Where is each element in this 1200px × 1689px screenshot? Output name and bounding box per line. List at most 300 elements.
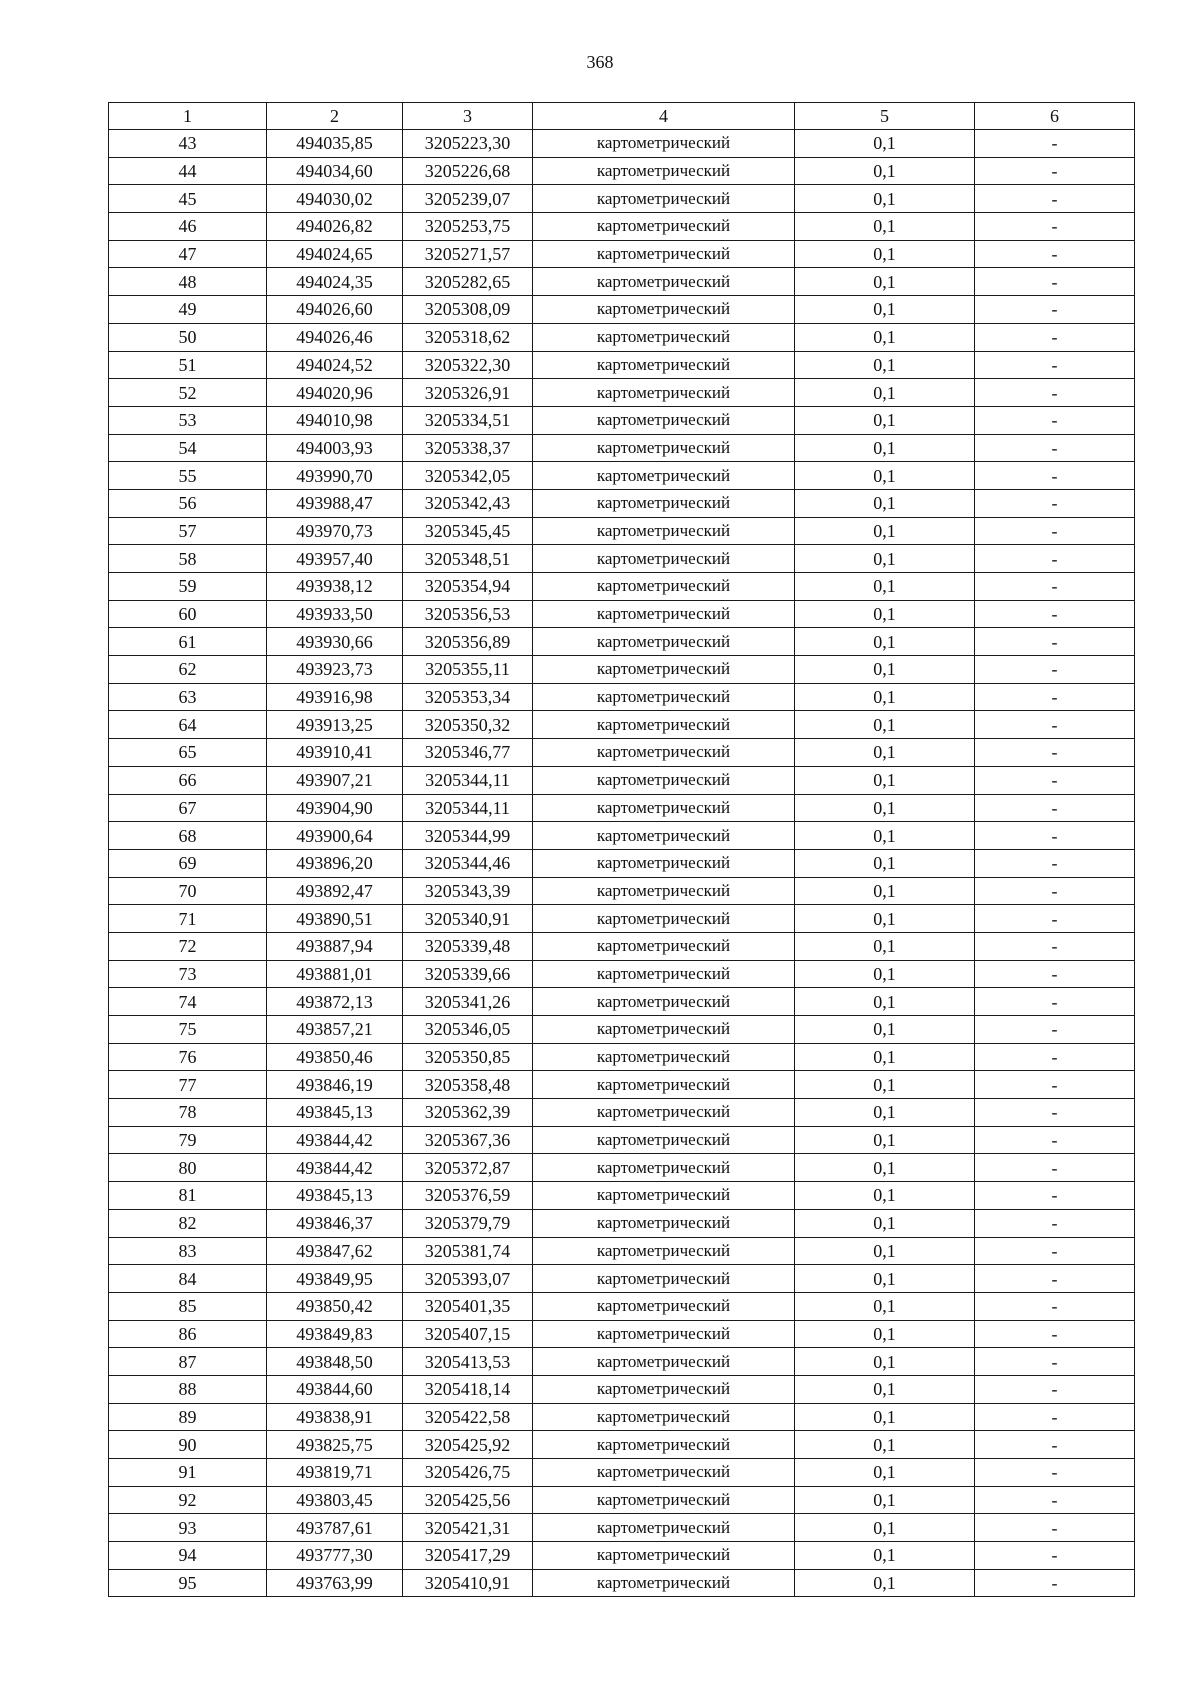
y-coordinate-cell: 3205401,35	[403, 1292, 533, 1320]
table-row	[109, 849, 1135, 877]
description-cell: -	[975, 1182, 1135, 1210]
accuracy-cell: 0,1	[795, 240, 975, 268]
header-cell-4: 4	[533, 103, 795, 130]
accuracy-cell: 0,1	[795, 434, 975, 462]
table-row	[109, 1043, 1135, 1071]
description-cell: -	[975, 1292, 1135, 1320]
accuracy-cell: 0,1	[795, 296, 975, 324]
description-cell: -	[975, 988, 1135, 1016]
y-coordinate-cell: 3205334,51	[403, 406, 533, 434]
point-number-cell: 47	[109, 240, 267, 268]
method-cell: картометрический	[533, 1237, 795, 1265]
point-number-cell: 89	[109, 1403, 267, 1431]
method-cell: картометрический	[533, 157, 795, 185]
table-row	[109, 988, 1135, 1016]
y-coordinate-cell: 3205344,99	[403, 822, 533, 850]
accuracy-cell: 0,1	[795, 1459, 975, 1487]
point-number-cell: 66	[109, 766, 267, 794]
point-number-cell: 82	[109, 1209, 267, 1237]
point-number-cell: 54	[109, 434, 267, 462]
x-coordinate-cell: 493857,21	[267, 1016, 403, 1044]
x-coordinate-cell: 494026,60	[267, 296, 403, 324]
accuracy-cell: 0,1	[795, 877, 975, 905]
description-cell: -	[975, 1569, 1135, 1597]
point-number-cell: 78	[109, 1099, 267, 1127]
table-row	[109, 1542, 1135, 1570]
method-cell: картометрический	[533, 1154, 795, 1182]
table-row	[109, 1209, 1135, 1237]
y-coordinate-cell: 3205376,59	[403, 1182, 533, 1210]
y-coordinate-cell: 3205342,05	[403, 462, 533, 490]
description-cell: -	[975, 877, 1135, 905]
method-cell: картометрический	[533, 379, 795, 407]
accuracy-cell: 0,1	[795, 323, 975, 351]
table-body	[109, 130, 1135, 1597]
y-coordinate-cell: 3205339,48	[403, 932, 533, 960]
y-coordinate-cell: 3205381,74	[403, 1237, 533, 1265]
method-cell: картометрический	[533, 268, 795, 296]
y-coordinate-cell: 3205326,91	[403, 379, 533, 407]
coordinates-table	[108, 102, 1135, 1597]
table-row	[109, 1126, 1135, 1154]
description-cell: -	[975, 1542, 1135, 1570]
description-cell: -	[975, 711, 1135, 739]
table-row	[109, 905, 1135, 933]
description-cell: -	[975, 932, 1135, 960]
accuracy-cell: 0,1	[795, 1016, 975, 1044]
x-coordinate-cell: 493933,50	[267, 600, 403, 628]
accuracy-cell: 0,1	[795, 1486, 975, 1514]
method-cell: картометрический	[533, 1043, 795, 1071]
table-row	[109, 1099, 1135, 1127]
table-row	[109, 656, 1135, 684]
x-coordinate-cell: 494026,46	[267, 323, 403, 351]
method-cell: картометрический	[533, 960, 795, 988]
header-cell-3: 3	[403, 103, 533, 130]
description-cell: -	[975, 794, 1135, 822]
method-cell: картометрический	[533, 545, 795, 573]
y-coordinate-cell: 3205226,68	[403, 157, 533, 185]
table-row	[109, 296, 1135, 324]
method-cell: картометрический	[533, 988, 795, 1016]
table-row	[109, 739, 1135, 767]
point-number-cell: 48	[109, 268, 267, 296]
y-coordinate-cell: 3205358,48	[403, 1071, 533, 1099]
method-cell: картометрический	[533, 711, 795, 739]
table-row	[109, 1403, 1135, 1431]
table-row	[109, 268, 1135, 296]
description-cell: -	[975, 296, 1135, 324]
y-coordinate-cell: 3205338,37	[403, 434, 533, 462]
y-coordinate-cell: 3205350,32	[403, 711, 533, 739]
point-number-cell: 83	[109, 1237, 267, 1265]
method-cell: картометрический	[533, 1265, 795, 1293]
method-cell: картометрический	[533, 1542, 795, 1570]
point-number-cell: 65	[109, 739, 267, 767]
y-coordinate-cell: 3205223,30	[403, 130, 533, 158]
x-coordinate-cell: 494024,35	[267, 268, 403, 296]
point-number-cell: 58	[109, 545, 267, 573]
accuracy-cell: 0,1	[795, 1265, 975, 1293]
y-coordinate-cell: 3205346,05	[403, 1016, 533, 1044]
accuracy-cell: 0,1	[795, 683, 975, 711]
y-coordinate-cell: 3205239,07	[403, 185, 533, 213]
y-coordinate-cell: 3205340,91	[403, 905, 533, 933]
description-cell: -	[975, 1514, 1135, 1542]
x-coordinate-cell: 493844,42	[267, 1126, 403, 1154]
x-coordinate-cell: 493930,66	[267, 628, 403, 656]
table-row	[109, 379, 1135, 407]
table-row	[109, 406, 1135, 434]
y-coordinate-cell: 3205417,29	[403, 1542, 533, 1570]
y-coordinate-cell: 3205407,15	[403, 1320, 533, 1348]
description-cell: -	[975, 1348, 1135, 1376]
method-cell: картометрический	[533, 905, 795, 933]
point-number-cell: 73	[109, 960, 267, 988]
x-coordinate-cell: 493887,94	[267, 932, 403, 960]
method-cell: картометрический	[533, 240, 795, 268]
accuracy-cell: 0,1	[795, 517, 975, 545]
point-number-cell: 53	[109, 406, 267, 434]
accuracy-cell: 0,1	[795, 1514, 975, 1542]
point-number-cell: 90	[109, 1431, 267, 1459]
method-cell: картометрический	[533, 1403, 795, 1431]
y-coordinate-cell: 3205271,57	[403, 240, 533, 268]
description-cell: -	[975, 600, 1135, 628]
method-cell: картометрический	[533, 1514, 795, 1542]
description-cell: -	[975, 822, 1135, 850]
description-cell: -	[975, 517, 1135, 545]
x-coordinate-cell: 493803,45	[267, 1486, 403, 1514]
point-number-cell: 94	[109, 1542, 267, 1570]
x-coordinate-cell: 493777,30	[267, 1542, 403, 1570]
table-row	[109, 1182, 1135, 1210]
table-row	[109, 517, 1135, 545]
x-coordinate-cell: 493763,99	[267, 1569, 403, 1597]
point-number-cell: 88	[109, 1375, 267, 1403]
y-coordinate-cell: 3205348,51	[403, 545, 533, 573]
y-coordinate-cell: 3205282,65	[403, 268, 533, 296]
accuracy-cell: 0,1	[795, 185, 975, 213]
point-number-cell: 72	[109, 932, 267, 960]
method-cell: картометрический	[533, 932, 795, 960]
y-coordinate-cell: 3205322,30	[403, 351, 533, 379]
accuracy-cell: 0,1	[795, 960, 975, 988]
x-coordinate-cell: 493845,13	[267, 1099, 403, 1127]
accuracy-cell: 0,1	[795, 545, 975, 573]
y-coordinate-cell: 3205422,58	[403, 1403, 533, 1431]
accuracy-cell: 0,1	[795, 1182, 975, 1210]
accuracy-cell: 0,1	[795, 656, 975, 684]
x-coordinate-cell: 493970,73	[267, 517, 403, 545]
table-row	[109, 213, 1135, 241]
table-row	[109, 822, 1135, 850]
description-cell: -	[975, 1016, 1135, 1044]
point-number-cell: 79	[109, 1126, 267, 1154]
method-cell: картометрический	[533, 351, 795, 379]
point-number-cell: 74	[109, 988, 267, 1016]
description-cell: -	[975, 683, 1135, 711]
x-coordinate-cell: 494026,82	[267, 213, 403, 241]
method-cell: картометрический	[533, 1375, 795, 1403]
description-cell: -	[975, 379, 1135, 407]
point-number-cell: 91	[109, 1459, 267, 1487]
accuracy-cell: 0,1	[795, 268, 975, 296]
description-cell: -	[975, 739, 1135, 767]
description-cell: -	[975, 960, 1135, 988]
description-cell: -	[975, 1071, 1135, 1099]
table-row	[109, 960, 1135, 988]
description-cell: -	[975, 213, 1135, 241]
description-cell: -	[975, 656, 1135, 684]
y-coordinate-cell: 3205367,36	[403, 1126, 533, 1154]
point-number-cell: 63	[109, 683, 267, 711]
accuracy-cell: 0,1	[795, 1542, 975, 1570]
table-row	[109, 434, 1135, 462]
point-number-cell: 87	[109, 1348, 267, 1376]
x-coordinate-cell: 494020,96	[267, 379, 403, 407]
x-coordinate-cell: 493872,13	[267, 988, 403, 1016]
accuracy-cell: 0,1	[795, 1043, 975, 1071]
accuracy-cell: 0,1	[795, 1126, 975, 1154]
x-coordinate-cell: 493890,51	[267, 905, 403, 933]
accuracy-cell: 0,1	[795, 573, 975, 601]
table-row	[109, 351, 1135, 379]
description-cell: -	[975, 489, 1135, 517]
y-coordinate-cell: 3205342,43	[403, 489, 533, 517]
x-coordinate-cell: 493957,40	[267, 545, 403, 573]
point-number-cell: 71	[109, 905, 267, 933]
x-coordinate-cell: 494035,85	[267, 130, 403, 158]
table-row	[109, 1071, 1135, 1099]
accuracy-cell: 0,1	[795, 406, 975, 434]
y-coordinate-cell: 3205362,39	[403, 1099, 533, 1127]
point-number-cell: 46	[109, 213, 267, 241]
table-row	[109, 1569, 1135, 1597]
method-cell: картометрический	[533, 185, 795, 213]
description-cell: -	[975, 1459, 1135, 1487]
header-cell-1: 1	[109, 103, 267, 130]
table-row	[109, 1154, 1135, 1182]
point-number-cell: 85	[109, 1292, 267, 1320]
description-cell: -	[975, 766, 1135, 794]
accuracy-cell: 0,1	[795, 822, 975, 850]
point-number-cell: 57	[109, 517, 267, 545]
y-coordinate-cell: 3205413,53	[403, 1348, 533, 1376]
y-coordinate-cell: 3205343,39	[403, 877, 533, 905]
description-cell: -	[975, 905, 1135, 933]
table-row	[109, 489, 1135, 517]
x-coordinate-cell: 493825,75	[267, 1431, 403, 1459]
method-cell: картометрический	[533, 1071, 795, 1099]
description-cell: -	[975, 849, 1135, 877]
y-coordinate-cell: 3205426,75	[403, 1459, 533, 1487]
point-number-cell: 95	[109, 1569, 267, 1597]
y-coordinate-cell: 3205253,75	[403, 213, 533, 241]
point-number-cell: 64	[109, 711, 267, 739]
accuracy-cell: 0,1	[795, 628, 975, 656]
x-coordinate-cell: 493849,95	[267, 1265, 403, 1293]
point-number-cell: 52	[109, 379, 267, 407]
x-coordinate-cell: 493896,20	[267, 849, 403, 877]
accuracy-cell: 0,1	[795, 1237, 975, 1265]
point-number-cell: 76	[109, 1043, 267, 1071]
table-row	[109, 1016, 1135, 1044]
method-cell: картометрический	[533, 794, 795, 822]
x-coordinate-cell: 493913,25	[267, 711, 403, 739]
x-coordinate-cell: 493910,41	[267, 739, 403, 767]
accuracy-cell: 0,1	[795, 849, 975, 877]
description-cell: -	[975, 1403, 1135, 1431]
method-cell: картометрический	[533, 600, 795, 628]
table-row	[109, 1486, 1135, 1514]
table-row	[109, 130, 1135, 158]
method-cell: картометрический	[533, 489, 795, 517]
point-number-cell: 50	[109, 323, 267, 351]
y-coordinate-cell: 3205425,92	[403, 1431, 533, 1459]
point-number-cell: 68	[109, 822, 267, 850]
table-row	[109, 462, 1135, 490]
accuracy-cell: 0,1	[795, 157, 975, 185]
y-coordinate-cell: 3205393,07	[403, 1265, 533, 1293]
accuracy-cell: 0,1	[795, 1348, 975, 1376]
method-cell: картометрический	[533, 130, 795, 158]
method-cell: картометрический	[533, 462, 795, 490]
method-cell: картометрический	[533, 1099, 795, 1127]
x-coordinate-cell: 493938,12	[267, 573, 403, 601]
method-cell: картометрический	[533, 1431, 795, 1459]
description-cell: -	[975, 1209, 1135, 1237]
accuracy-cell: 0,1	[795, 1320, 975, 1348]
x-coordinate-cell: 493845,13	[267, 1182, 403, 1210]
y-coordinate-cell: 3205418,14	[403, 1375, 533, 1403]
table-row	[109, 1348, 1135, 1376]
x-coordinate-cell: 493988,47	[267, 489, 403, 517]
table-row	[109, 1292, 1135, 1320]
description-cell: -	[975, 1154, 1135, 1182]
table-row	[109, 1459, 1135, 1487]
y-coordinate-cell: 3205346,77	[403, 739, 533, 767]
point-number-cell: 86	[109, 1320, 267, 1348]
accuracy-cell: 0,1	[795, 1375, 975, 1403]
accuracy-cell: 0,1	[795, 1431, 975, 1459]
description-cell: -	[975, 1043, 1135, 1071]
header-cell-2: 2	[267, 103, 403, 130]
table-row	[109, 766, 1135, 794]
y-coordinate-cell: 3205353,34	[403, 683, 533, 711]
method-cell: картометрический	[533, 656, 795, 684]
method-cell: картометрический	[533, 766, 795, 794]
x-coordinate-cell: 493850,46	[267, 1043, 403, 1071]
point-number-cell: 80	[109, 1154, 267, 1182]
x-coordinate-cell: 493847,62	[267, 1237, 403, 1265]
description-cell: -	[975, 157, 1135, 185]
accuracy-cell: 0,1	[795, 766, 975, 794]
y-coordinate-cell: 3205356,89	[403, 628, 533, 656]
table-row	[109, 877, 1135, 905]
method-cell: картометрический	[533, 296, 795, 324]
point-number-cell: 75	[109, 1016, 267, 1044]
description-cell: -	[975, 573, 1135, 601]
method-cell: картометрический	[533, 628, 795, 656]
accuracy-cell: 0,1	[795, 1071, 975, 1099]
x-coordinate-cell: 493787,61	[267, 1514, 403, 1542]
table-row	[109, 240, 1135, 268]
description-cell: -	[975, 268, 1135, 296]
method-cell: картометрический	[533, 1016, 795, 1044]
accuracy-cell: 0,1	[795, 739, 975, 767]
x-coordinate-cell: 493849,83	[267, 1320, 403, 1348]
description-cell: -	[975, 130, 1135, 158]
method-cell: картометрический	[533, 434, 795, 462]
table-row	[109, 157, 1135, 185]
table-row	[109, 323, 1135, 351]
description-cell: -	[975, 1265, 1135, 1293]
y-coordinate-cell: 3205308,09	[403, 296, 533, 324]
accuracy-cell: 0,1	[795, 794, 975, 822]
x-coordinate-cell: 493844,42	[267, 1154, 403, 1182]
point-number-cell: 55	[109, 462, 267, 490]
header-row	[109, 103, 1135, 130]
point-number-cell: 69	[109, 849, 267, 877]
point-number-cell: 60	[109, 600, 267, 628]
table-row	[109, 1514, 1135, 1542]
point-number-cell: 93	[109, 1514, 267, 1542]
method-cell: картометрический	[533, 213, 795, 241]
description-cell: -	[975, 1375, 1135, 1403]
table-row	[109, 711, 1135, 739]
accuracy-cell: 0,1	[795, 711, 975, 739]
x-coordinate-cell: 493819,71	[267, 1459, 403, 1487]
header-cell-5: 5	[795, 103, 975, 130]
method-cell: картометрический	[533, 517, 795, 545]
x-coordinate-cell: 493916,98	[267, 683, 403, 711]
page-number: 368	[586, 52, 614, 72]
description-cell: -	[975, 1320, 1135, 1348]
point-number-cell: 45	[109, 185, 267, 213]
y-coordinate-cell: 3205425,56	[403, 1486, 533, 1514]
y-coordinate-cell: 3205344,46	[403, 849, 533, 877]
method-cell: картометрический	[533, 1126, 795, 1154]
method-cell: картометрический	[533, 1209, 795, 1237]
method-cell: картометрический	[533, 1459, 795, 1487]
accuracy-cell: 0,1	[795, 1569, 975, 1597]
method-cell: картометрический	[533, 1320, 795, 1348]
point-number-cell: 51	[109, 351, 267, 379]
table-row	[109, 545, 1135, 573]
header-cell-6: 6	[975, 103, 1135, 130]
description-cell: -	[975, 351, 1135, 379]
point-number-cell: 92	[109, 1486, 267, 1514]
method-cell: картометрический	[533, 1569, 795, 1597]
method-cell: картометрический	[533, 1348, 795, 1376]
method-cell: картометрический	[533, 683, 795, 711]
x-coordinate-cell: 494003,93	[267, 434, 403, 462]
x-coordinate-cell: 494034,60	[267, 157, 403, 185]
x-coordinate-cell: 493846,19	[267, 1071, 403, 1099]
y-coordinate-cell: 3205355,11	[403, 656, 533, 684]
point-number-cell: 56	[109, 489, 267, 517]
description-cell: -	[975, 323, 1135, 351]
y-coordinate-cell: 3205318,62	[403, 323, 533, 351]
description-cell: -	[975, 628, 1135, 656]
method-cell: картометрический	[533, 1182, 795, 1210]
x-coordinate-cell: 493846,37	[267, 1209, 403, 1237]
point-number-cell: 67	[109, 794, 267, 822]
y-coordinate-cell: 3205421,31	[403, 1514, 533, 1542]
x-coordinate-cell: 493990,70	[267, 462, 403, 490]
y-coordinate-cell: 3205379,79	[403, 1209, 533, 1237]
